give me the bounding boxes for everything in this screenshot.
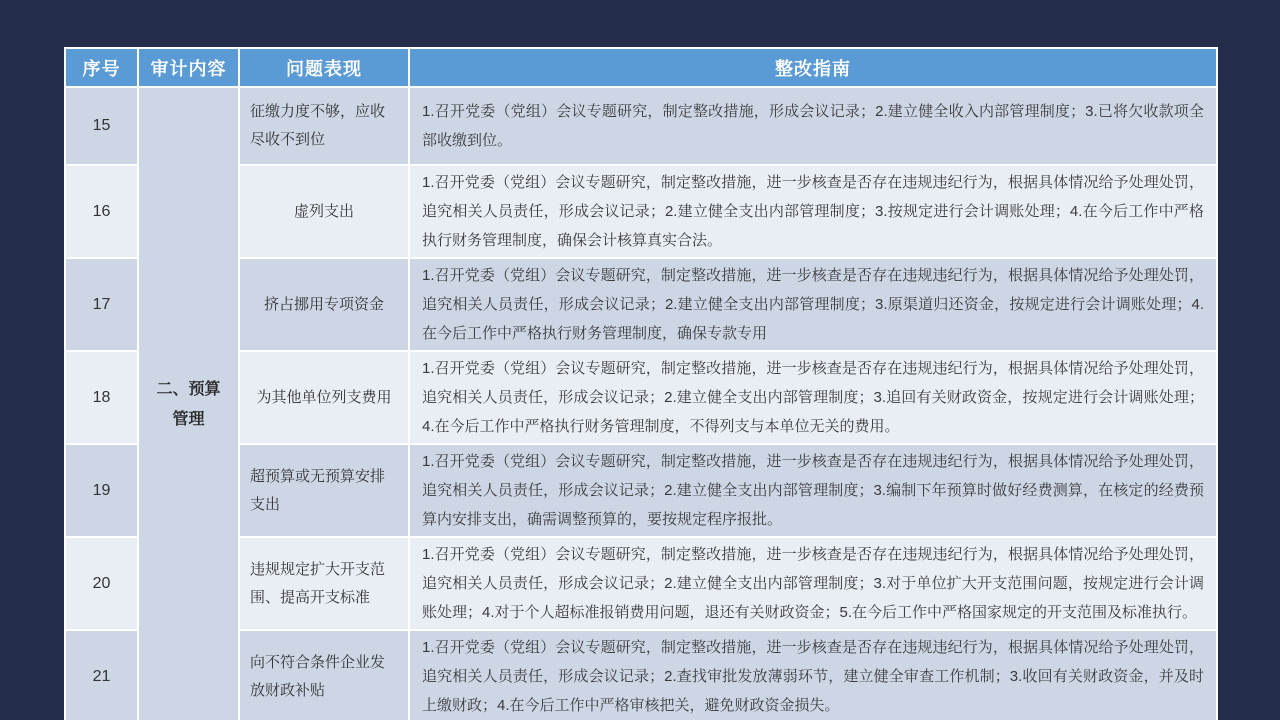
problem-cell: 虚列支出 (239, 165, 409, 258)
problem-cell: 挤占挪用专项资金 (239, 258, 409, 351)
header-audit-content: 审计内容 (138, 48, 239, 87)
problem-cell: 征缴力度不够，应收尽收不到位 (239, 87, 409, 165)
guide-cell: 1.召开党委（党组）会议专题研究，制定整改措施，形成会议记录；2.建立健全收入内部管理制度；3.已将欠收款项全部收缴到位。 (409, 87, 1217, 165)
seq-cell: 19 (65, 444, 138, 537)
guide-cell: 1.召开党委（党组）会议专题研究，制定整改措施，进一步核查是否存在违规违纪行为，根据具体情况给予处理处罚，追究相关人员责任，形成会议记录；2.查找审批发放薄弱环节，建立健全审查工作机制；3.收回有关财政资金，并及时上缴财政；4.在今后工作中严格审核把关，避免财政资金损失。 (409, 630, 1217, 720)
audit-category-cell: 二、预算管理 (138, 87, 239, 720)
header-guide: 整改指南 (409, 48, 1217, 87)
seq-cell: 15 (65, 87, 138, 165)
problem-cell: 向不符合条件企业发放财政补贴 (239, 630, 409, 720)
table-row (65, 87, 1217, 165)
header-seq: 序号 (65, 48, 138, 87)
problem-cell: 违规规定扩大开支范围、提高开支标准 (239, 537, 409, 630)
seq-cell: 20 (65, 537, 138, 630)
audit-rectification-table (64, 47, 1218, 720)
seq-cell: 17 (65, 258, 138, 351)
guide-cell: 1.召开党委（党组）会议专题研究，制定整改措施，进一步核查是否存在违规违纪行为，根据具体情况给予处理处罚，追究相关人员责任，形成会议记录；2.建立健全支出内部管理制度；3.原渠道归还资金，按规定进行会计调账处理；4.在今后工作中严格执行财务管理制度，确保专款专用 (409, 258, 1217, 351)
problem-cell: 为其他单位列支费用 (239, 351, 409, 444)
seq-cell: 18 (65, 351, 138, 444)
problem-cell: 超预算或无预算安排支出 (239, 444, 409, 537)
guide-cell: 1.召开党委（党组）会议专题研究，制定整改措施，进一步核查是否存在违规违纪行为，根据具体情况给予处理处罚，追究相关人员责任，形成会议记录；2.建立健全支出内部管理制度；3.对于单位扩大开支范围问题，按规定进行会计调账处理；4.对于个人超标准报销费用问题，退还有关财政资金；5.在今后工作中严格国家规定的开支范围及标准执行。 (409, 537, 1217, 630)
guide-cell: 1.召开党委（党组）会议专题研究，制定整改措施，进一步核查是否存在违规违纪行为，根据具体情况给予处理处罚，追究相关人员责任，形成会议记录；2.建立健全支出内部管理制度；3.按规定进行会计调账处理；4.在今后工作中严格执行财务管理制度，确保会计核算真实合法。 (409, 165, 1217, 258)
guide-cell: 1.召开党委（党组）会议专题研究，制定整改措施，进一步核查是否存在违规违纪行为，根据具体情况给予处理处罚，追究相关人员责任，形成会议记录；2.建立健全支出内部管理制度；3.追回有关财政资金，按规定进行会计调账处理；4.在今后工作中严格执行财务管理制度，不得列支与本单位无关的费用。 (409, 351, 1217, 444)
table-header-row (65, 48, 1217, 87)
header-problem: 问题表现 (239, 48, 409, 87)
seq-cell: 21 (65, 630, 138, 720)
seq-cell: 16 (65, 165, 138, 258)
guide-cell: 1.召开党委（党组）会议专题研究，制定整改措施，进一步核查是否存在违规违纪行为，根据具体情况给予处理处罚，追究相关人员责任，形成会议记录；2.建立健全支出内部管理制度；3.编制下年预算时做好经费测算，在核定的经费预算内安排支出，确需调整预算的，要按规定程序报批。 (409, 444, 1217, 537)
